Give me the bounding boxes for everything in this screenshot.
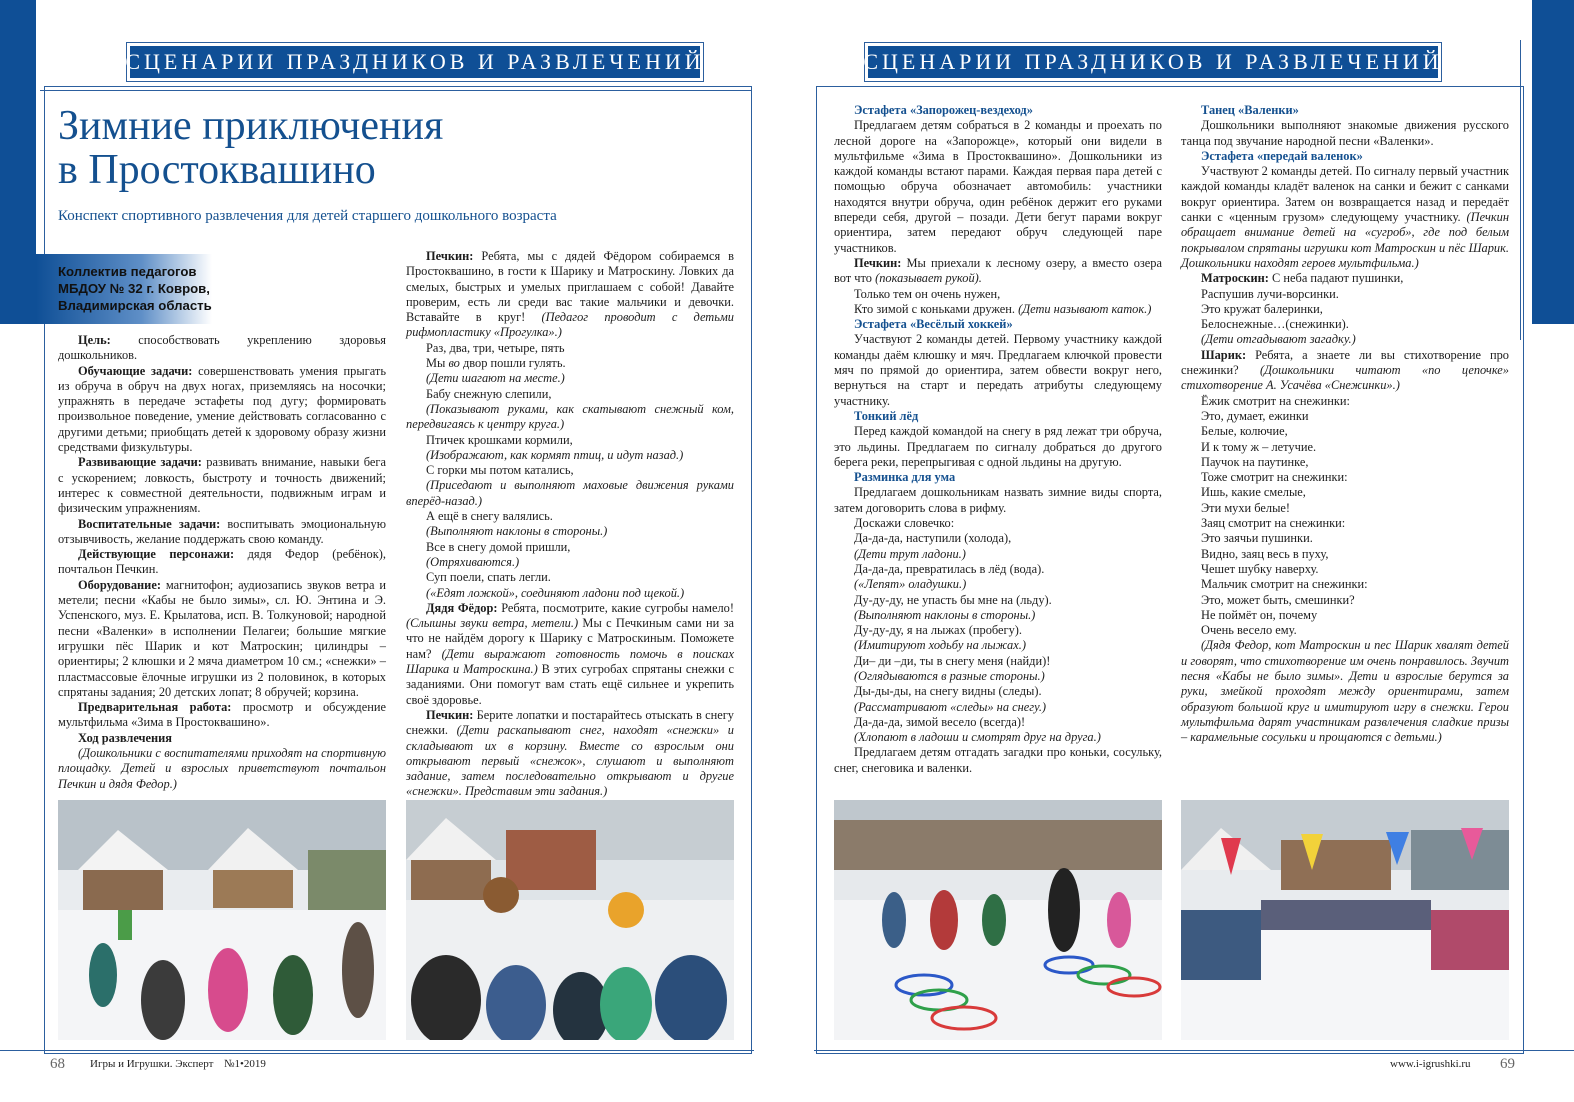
section-text: [1181, 164, 1509, 271]
verse-part: двор пошли гулять.: [459, 356, 566, 371]
equip-paragraph: [58, 578, 386, 700]
goal-paragraph: [58, 333, 386, 364]
dev-label: Развивающие задачи:: [78, 455, 202, 470]
section-text: Предлагаем детям отгадать загадки про коньки, сосульку, снег, снеговика и валенки.: [834, 745, 1162, 775]
stage-direction-text: (Отряхиваются.): [426, 554, 520, 569]
stage-direction-text: (Выполняют наклоны в стороны.): [426, 524, 608, 539]
stage-direction-text: (Дети раскапывают снег, находят «снежки» и складывают их в корзину. Вместе со взрослым они открывают первый «снежок», слушают и выполняют задание, затем последовательно открывают и другие «снежки». Представим эти задания.): [406, 723, 734, 799]
left-footer-rule: [0, 1050, 754, 1051]
stage-direction: [406, 371, 734, 386]
verse-line: Ду-ду-ду, я на лыжах (пробегу).: [854, 623, 1023, 638]
verse-line: Это, может быть, смешинки?: [1201, 592, 1355, 607]
sharik-speech: [1181, 348, 1509, 394]
verse-line: [406, 356, 734, 371]
left-section-header: [126, 42, 704, 82]
issue-number: №1•2019: [224, 1058, 266, 1070]
section-text: Участвуют 2 команды детей. Первому участнику каждой команды даём клюшку и мяч. Предлагаем ключкой провести мяч по прямой до ориентира, затем обвести вокруг него, вернуться на старт и передать атрибуты следующему участнику.: [834, 332, 1162, 408]
speaker-label: Дядя Фёдор:: [426, 600, 498, 615]
verse-line: Раз, два, три, четыре, пять: [426, 340, 565, 355]
photo-hoops-relay: [834, 800, 1162, 1040]
right-edge-bar: [1532, 0, 1574, 324]
stage-direction-text: (Рассматривают «следы» на снегу.): [854, 699, 1047, 714]
stage-direction: [406, 478, 734, 509]
teach-label: Обучающие задачи:: [78, 363, 193, 378]
prep-text: просмотр и обсуждение мультфильма «Зима в Простоквашино».: [58, 700, 386, 730]
author-line-2: МБДОУ № 32 г. Ковров,: [58, 281, 210, 296]
stage-direction: [406, 448, 734, 463]
matroskin-speech: [1181, 271, 1509, 286]
photo-children-playground: [58, 800, 386, 1040]
section-heading: Эстафета «передай валенок»: [1201, 148, 1363, 163]
stage-direction-text: (Дядя Федор, кот Матроскин и пес Шарик хвалят детей и говорят, что стихотворение им очень понравилось. Звучит песня «Кабы не было зимы». Дети и взрослые берутся за руки, змейкой проходят между ориентирами, затем образуют большой круг и имитируют игру в снежки. Герои мультфильма дарят участникам развлечения сладкие призы – карамельные сосульки и прощаются с детьми.): [1181, 638, 1509, 745]
verse-line: Тоже смотрит на снежинки:: [1201, 470, 1348, 485]
stage-direction: [406, 586, 734, 601]
stage-direction: [406, 402, 734, 433]
author-line-3: Владимирская область: [58, 298, 212, 313]
verse-part: Мы: [426, 356, 449, 371]
speech-text: Мы с Печкиным сами ни за что не найдём дорогу к Шарику с Матроскиным. Поможете нам?: [406, 616, 734, 661]
left-section-header-label: СЦЕНАРИИ ПРАЗДНИКОВ И РАЗВЛЕЧЕНИЙ: [130, 46, 700, 78]
speech-text: Берите лопатки и постарайтесь отыскать в снегу снежки.: [406, 707, 734, 738]
verse-line: [834, 302, 1162, 317]
stage-direction: [834, 638, 1162, 653]
course-heading: [58, 731, 386, 746]
left-page-number: 68: [50, 1056, 65, 1072]
chars-text: дядя Федор (ребёнок), почтальон Печкин.: [58, 547, 386, 577]
section-heading: Танец «Валенки»: [1201, 103, 1299, 117]
pechkin-speech-1: [406, 249, 734, 341]
title-line-2: в Простоквашино: [58, 147, 376, 193]
verse-line: Мальчик смотрит на снежинки:: [1201, 577, 1368, 592]
speaker-label: Шарик:: [1201, 347, 1247, 362]
photo-children-with-toys: [406, 800, 734, 1040]
stage-direction-text: (Изображают, как кормят птиц, и идут назад.): [426, 447, 684, 462]
section-heading: Тонкий лёд: [854, 408, 919, 423]
speaker-label: Печкин:: [426, 707, 474, 722]
verse-line: Суп поели, спать легли.: [426, 570, 551, 585]
speech-text: Ребята, посмотрите, какие сугробы намело!: [497, 600, 735, 615]
stage-direction-text: (показывает рукой).: [875, 271, 982, 286]
pechkin-speech-3: [834, 256, 1162, 287]
stage-direction-text: (Оглядываются в разные стороны.): [854, 668, 1045, 683]
verse-line: Птичек крошками кормили,: [426, 432, 573, 447]
verse-line: Распушив лучи-ворсинки.: [1201, 286, 1339, 301]
stage-direction-text: (Дошкольники читают «по цепочке» стихотворение А. Усачёва «Снежинки».): [1181, 363, 1510, 393]
column-4: [1181, 103, 1509, 745]
stage-direction: [834, 669, 1162, 684]
verse-line: И к тому ж – летучие.: [1201, 439, 1317, 454]
title-line-1: Зимние приключения: [58, 103, 444, 149]
edu-text: воспитывать эмоциональную отзывчивость, желание поддержать свою команду.: [58, 516, 386, 546]
verse-line: Паучок на паутинке,: [1201, 454, 1309, 469]
stage-direction: [406, 555, 734, 570]
fedor-speech: [406, 601, 734, 708]
column-1: [58, 333, 386, 792]
journal-name: Игры и Игрушки. Эксперт: [90, 1058, 214, 1070]
right-footer-rule: [814, 1050, 1574, 1051]
photo-circle-with-flags: [1181, 800, 1509, 1040]
speech-text: Ребята, а знаете ли вы стихотворение про снежинки?: [1181, 347, 1509, 378]
goal-label: Цель:: [78, 333, 111, 347]
stage-direction-text: (Выполняют наклоны в стороны.): [854, 607, 1036, 622]
verse-line: Да-да-да, зимой весело (всегда)!: [854, 714, 1026, 729]
right-section-header: [864, 42, 1442, 82]
right-section-header-label: СЦЕНАРИИ ПРАЗДНИКОВ И РАЗВЛЕЧЕНИЙ: [868, 46, 1438, 78]
left-frame-inner: [40, 90, 752, 91]
verse-line: Не поймёт он, почему: [1201, 607, 1318, 622]
article-subtitle: Конспект спортивного развлечения для детей старшего дошкольного возраста: [58, 208, 557, 224]
stage-direction-text: (Приседают и выполняют маховые движения руками вперёд-назад.): [406, 478, 734, 508]
stage-direction: [834, 547, 1162, 562]
stage-direction: [406, 524, 734, 539]
section-text: Предлагаем дошкольникам назвать зимние виды спорта, затем договорить слова в рифму.: [834, 485, 1162, 515]
verse-part: Кто зимой с коньками дружен.: [854, 301, 1019, 316]
verse-part: С неба падают пушинки,: [1268, 271, 1404, 286]
teach-text: совершенствовать умения прыгать из обруча в обруч на двух ногах, приземляясь на носочки; упражнять в передаче эстафеты под дугу; формировать произвольное поведение, умение действовать согласованно с другими детьми; приобщать детей к здоровому образу жизни средствами физкультуры.: [58, 363, 386, 455]
edu-label: Воспитательные задачи:: [78, 516, 221, 531]
verse-line: Очень весело ему.: [1201, 623, 1297, 638]
section-text: Дошкольники выполняют знакомые движения русского танца под звучание народной песни «Валенки».: [1181, 118, 1509, 148]
stage-direction-text: (Дети трут ладони.): [854, 546, 966, 561]
stage-direction-text: (Дети выражают готовность помочь в поисках Шарика и Матроскина.): [406, 646, 734, 677]
stage-direction: [834, 608, 1162, 623]
right-frame-edge: [1520, 40, 1521, 340]
verse-line: Видно, заяц весь в пуху,: [1201, 546, 1329, 561]
section-text: Перед каждой командой на снегу в ряд лежат три обруча, это льдины. Предлагаем по сигналу добраться до другого берега реки, перепрыгивая с одной льдины на другую.: [834, 424, 1162, 469]
stage-direction: [834, 577, 1162, 592]
verse-line: Это, думает, ежинки: [1201, 408, 1309, 423]
teach-paragraph: [58, 364, 386, 456]
verse-line: Заяц смотрит на снежинки:: [1201, 516, 1346, 531]
stage-direction-text: (Дети называют каток.): [1018, 301, 1152, 316]
left-edge-bar: [0, 0, 36, 324]
prep-paragraph: [58, 700, 386, 731]
verse-line: Да-да-да, превратилась в лёд (вода).: [854, 561, 1045, 576]
stage-direction: (Педагог проводит с детьми рифмопластику «Прогулка».): [406, 310, 734, 340]
edu-paragraph: [58, 517, 386, 548]
verse-line: Все в снегу домой пришли,: [426, 539, 571, 554]
chars-label: Действующие персонажи:: [78, 547, 235, 562]
goal-text: способствовать укреплению здоровья дошкольников.: [58, 333, 386, 363]
section-heading: Разминка для ума: [854, 470, 956, 485]
website: www.i-igrushki.ru: [1390, 1058, 1471, 1070]
verse-part: во: [448, 356, 460, 371]
stage-direction-text: (Дети шагают на месте.): [426, 371, 565, 386]
stage-direction-text: (Хлопают в ладоши и смотрят друг на друга.): [854, 730, 1101, 745]
column-3: [834, 103, 1162, 776]
verse-line: Доскажи словечко:: [854, 516, 955, 531]
final-paragraph: [1181, 638, 1509, 745]
article-title: [58, 104, 618, 192]
verse-line: Белые, колючие,: [1201, 424, 1288, 439]
verse-line: Это кружат балеринки,: [1201, 301, 1323, 316]
verse-line: Ду-ду-ду, не упасть бы мне на (льду).: [854, 592, 1052, 607]
stage-direction-text: (Дети отгадывают загадку.): [1201, 332, 1356, 347]
author-line-1: Коллектив педагогов: [58, 264, 197, 279]
pechkin-speech-2: [406, 708, 734, 800]
stage-direction-text: (Печкин обращает внимание детей на «сугроб», где под белым покрывалом спрятаны игрушки кот Матроскин и пёс Шарик. Дошкольники находят героев мультфильма.): [1181, 210, 1509, 270]
speaker-label: Печкин:: [854, 255, 902, 270]
stage-direction: [834, 700, 1162, 715]
section-heading: Эстафета «Весёлый хоккей»: [854, 317, 1013, 332]
prep-label: Предварительная работа:: [78, 700, 232, 715]
speech-text: Участвуют 2 команды детей. По сигналу первый участник каждой команды кладёт валенок на санки и бежит с санками вокруг ориентира. Затем он возвращается назад и передаёт санки с «ценным грузом» следующему участнику.: [1181, 164, 1509, 225]
verse-line: Ёжик смотрит на снежинки:: [1201, 393, 1350, 408]
course-text: (Дошкольники с воспитателями приходят на спортивную площадку. Детей и взрослых приветствуют почтальон Печкин и дядя Федор.): [58, 746, 386, 791]
verse-line: Чешет шубку наверху.: [1201, 561, 1319, 576]
section-text: Предлагаем детям собраться в 2 команды и проехать по лесной дороге на «Запорожце», который они видели в мультфильме «Зима в Простоквашино». Дошкольники из каждой команды встают парами. Каждая первая пара детей с помощью обруча обозначает автомобиль: участники находятся внутри обруча, один ребёнок держит его руками впереди себя, другой – позади. Дети бегут парами вокруг ориентира, затем передают обруч следующей паре участников.: [834, 118, 1162, 255]
dev-text: развивать внимание, навыки бега с ускорением; ловкость, быстроту и точность движений; интерес к совместной деятельности, подвижным играм и физическим упражнениям.: [58, 455, 386, 516]
stage-direction-text: (Имитируют ходьбу на лыжах.): [854, 638, 1026, 653]
equip-label: Оборудование:: [78, 577, 161, 592]
speaker-label: Матроскин:: [1201, 271, 1269, 286]
speech-text: Ребята, мы с дядей Фёдором собираемся в Простоквашино, в гости к Шарику и Матроскину. Ловких да смелых, быстрых и умелых приглашаем с собой! Давайте проверим, есть ли среди вас такие мальчики и девочки. Вставайте в круг!: [406, 249, 734, 325]
verse-line: Ди– ди –ди, ты в снегу меня (найди)!: [854, 653, 1051, 668]
section-heading: Эстафета «Запорожец-вездеход»: [854, 103, 1033, 117]
stage-direction-text: («Едят ложкой», соединяют ладони под щекой.): [426, 585, 685, 600]
speaker-label: Печкин:: [426, 249, 474, 263]
course-paragraph: [58, 746, 386, 792]
verse-line: Это заячьи пушинки.: [1201, 531, 1313, 546]
verse-line: Белоснежные…(снежинки).: [1201, 317, 1349, 332]
course-label: Ход развлечения: [78, 730, 172, 745]
dev-paragraph: [58, 455, 386, 516]
column-2: [406, 249, 734, 800]
verse-line: Ды-ды-ды, на снегу видны (следы).: [854, 684, 1042, 699]
stage-direction: [834, 730, 1162, 745]
chars-paragraph: [58, 547, 386, 578]
verse-line: Бабу снежную слепили,: [426, 386, 552, 401]
author-block: [58, 263, 258, 314]
stage-direction-text: (Показывают руками, как скатывают снежный ком, передвигаясь к центру круга.): [406, 401, 734, 432]
verse-line: Эти мухи белые!: [1201, 500, 1291, 515]
equip-text: магнитофон; аудиозапись звуков ветра и метели; песни «Кабы не было зимы», сл. Ю. Энтина и Э. Успенского, муз. Е. Крылатова, исп. В. Толкуновой; народной песни «Валенки» в исполнении Пелагеи; большие мягкие игрушки пёс Шарик и кот Матроскин; цилиндры – ориентиры; 2 клюшки и 2 мяча диаметром 10 см.; «снежки» – пластмассовые ёлочные игрушки из 2 половинок, в которых спрятаны задания; 20 детских лопат; 8 обручей; корзина.: [58, 577, 386, 699]
verse-line: Только тем он очень нужен,: [854, 286, 1001, 301]
verse-line: С горки мы потом катались,: [426, 463, 574, 478]
stage-direction-text: (Слышны звуки ветра, метели.): [406, 616, 579, 631]
verse-line: Ишь, какие смелые,: [1201, 485, 1306, 500]
speech-text: Мы приехали к лесному озеру, а вместо озера вот что: [834, 255, 1162, 286]
right-page-number: 69: [1500, 1056, 1515, 1072]
verse-line: А ещё в снегу валялись.: [426, 509, 553, 524]
stage-direction: [1181, 332, 1509, 347]
stage-direction-text: («Лепят» оладушки.): [854, 577, 967, 592]
verse-line: Да-да-да, наступили (холода),: [854, 531, 1012, 546]
speech-text: В этих сугробах спрятаны снежки с заданиями. Они помогут вам стать ещё сильнее и укрепить своё здоровье.: [406, 662, 734, 707]
